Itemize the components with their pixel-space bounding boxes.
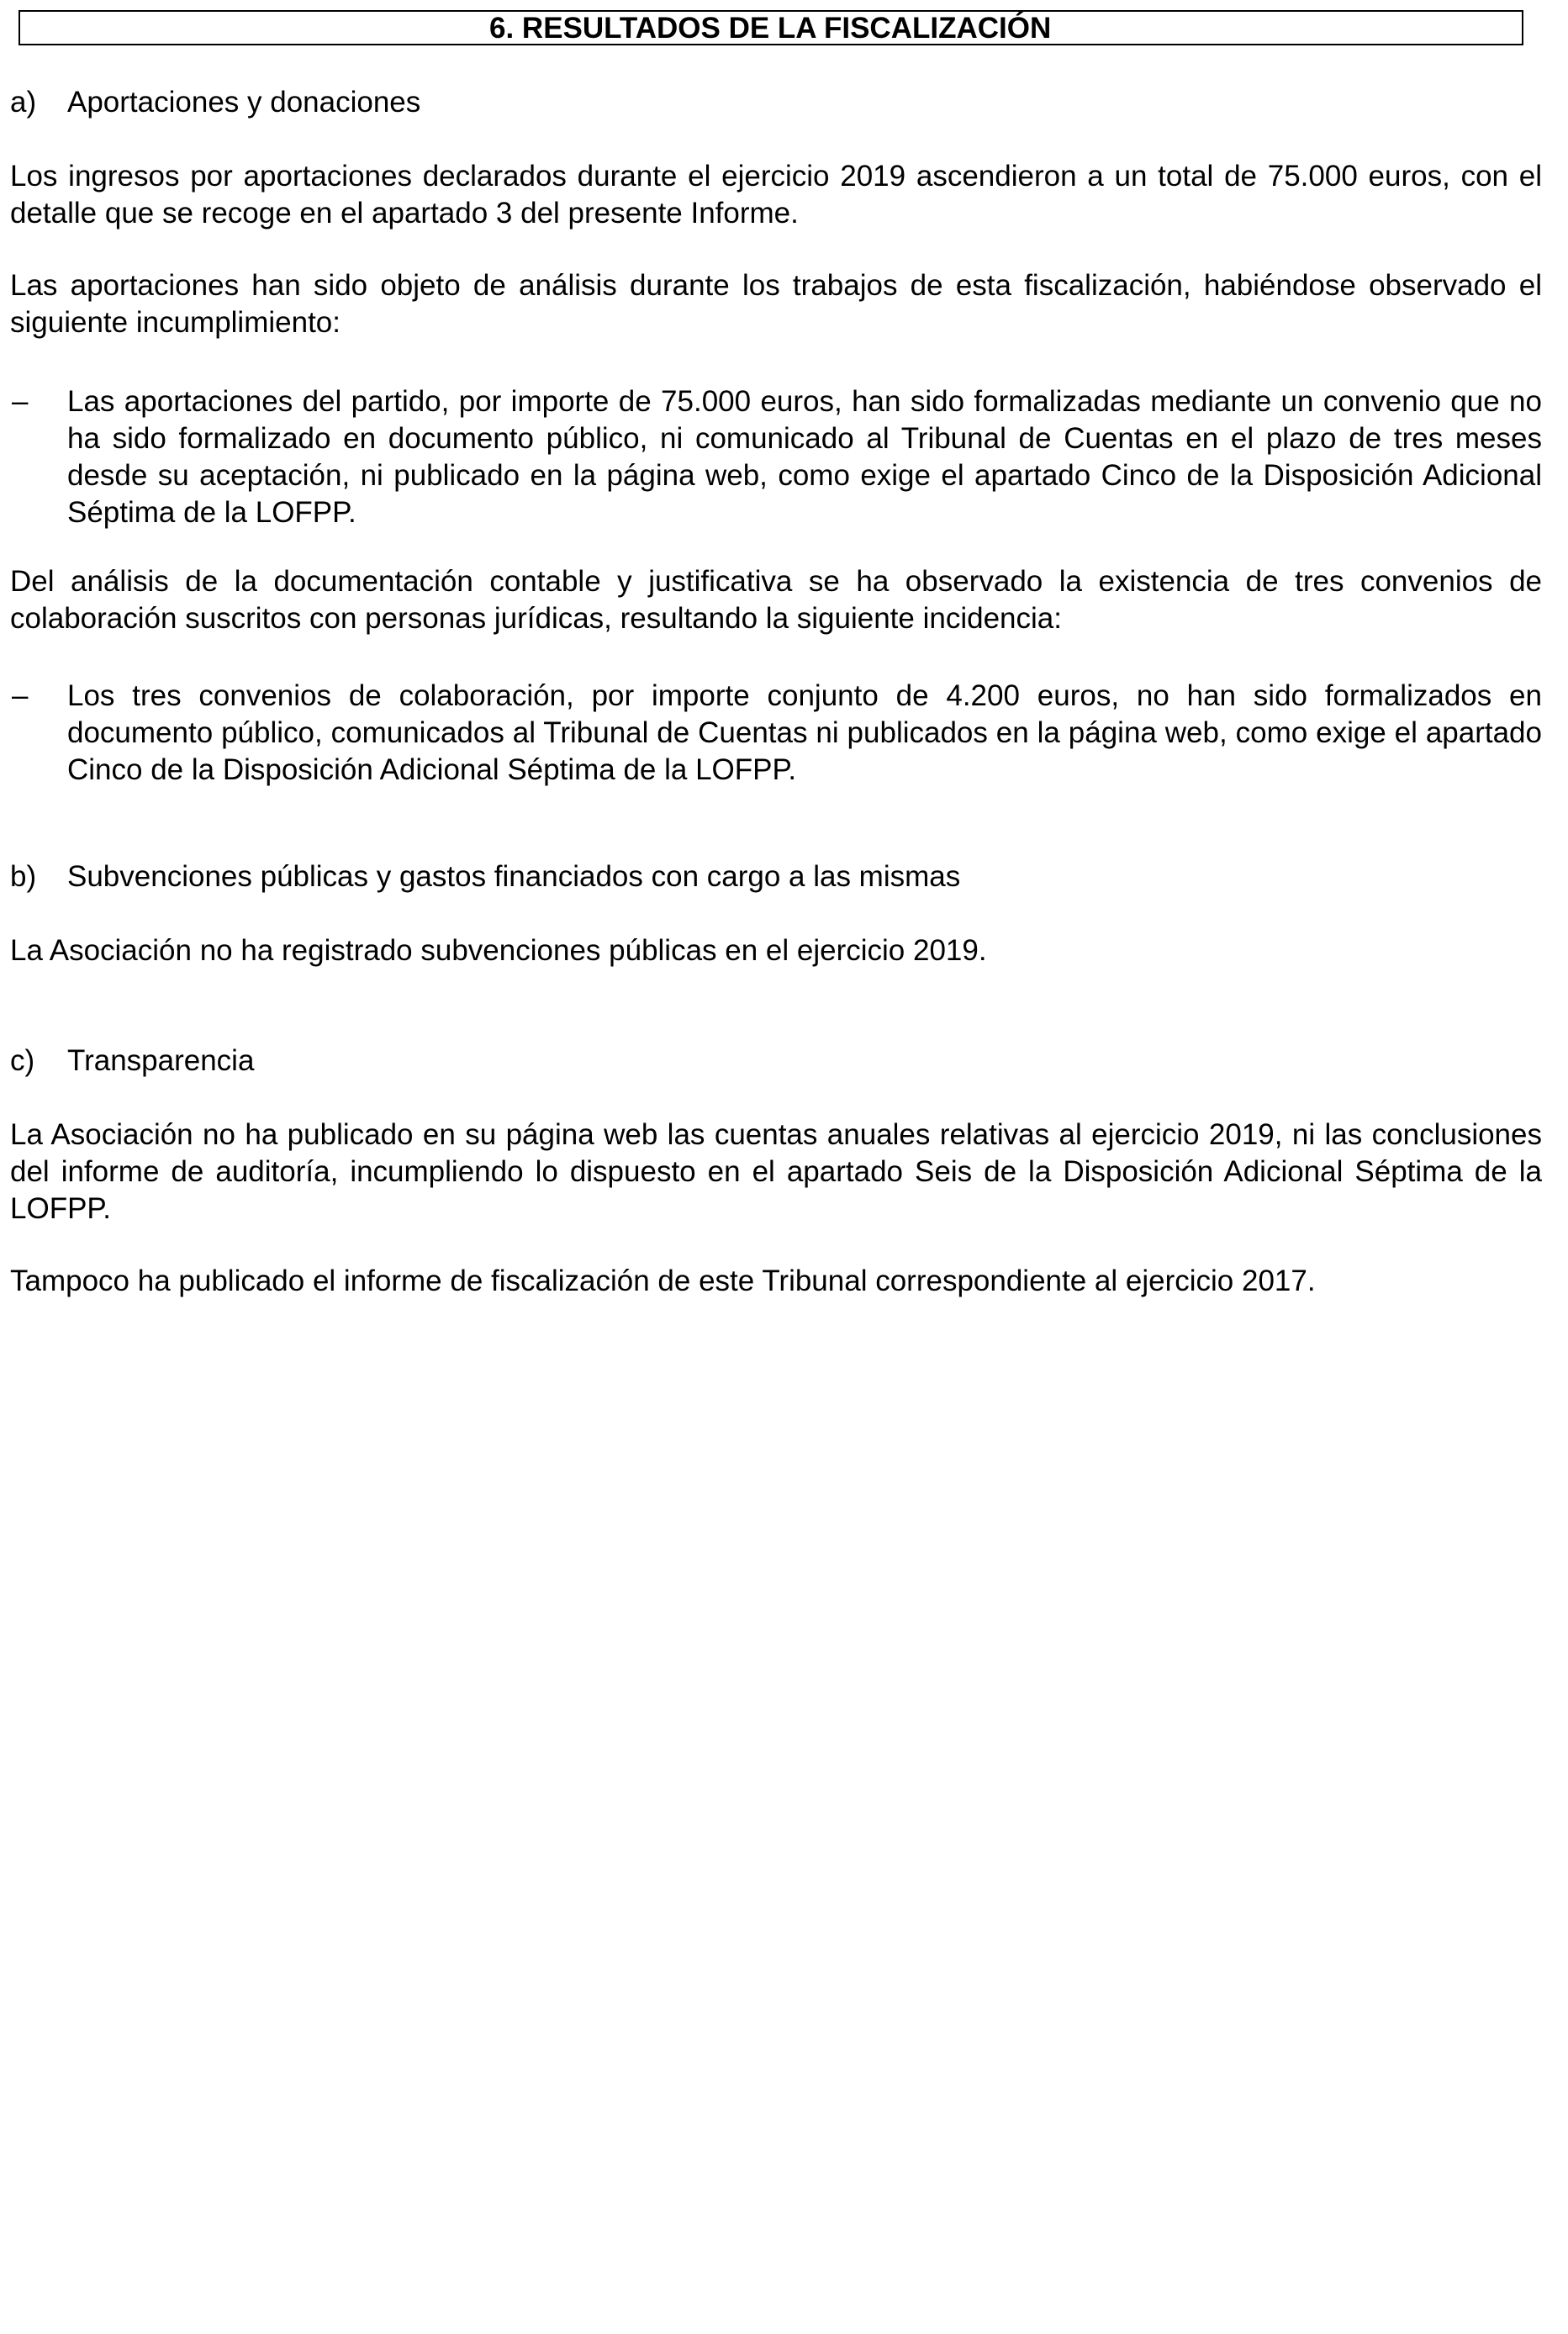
bullet-1-text: Las aportaciones del partido, por importe de 75.000 euros, han sido formalizadas mediante un convenio que no ha sido formalizado en documento público, ni comunicado al Tribunal de Cuentas en el plazo de tres meses desde su aceptación, ni publicado en la página web, como exige el apartado Cinco de la Disposición Adicional Séptima de la LOFPP. xyxy=(67,385,1542,529)
section-a-heading xyxy=(10,84,420,121)
section-a-title: Aportaciones y donaciones xyxy=(67,86,421,119)
section-a-bullet-2 xyxy=(10,678,1542,789)
section-c-paragraph-2: Tampoco ha publicado el informe de fiscalización de este Tribunal correspondiente al ejercicio 2017. xyxy=(10,1265,1316,1297)
section-c-heading xyxy=(10,1043,254,1080)
section-c-title: Transparencia xyxy=(67,1044,255,1077)
section-b-heading xyxy=(10,858,960,895)
section-title: 6. RESULTADOS DE LA FISCALIZACIÓN xyxy=(489,12,1052,45)
section-b-paragraph-1: La Asociación no ha registrado subvenciones públicas en el ejercicio 2019. xyxy=(10,934,987,967)
section-b-title: Subvenciones públicas y gastos financiados con cargo a las mismas xyxy=(67,860,961,893)
section-a-paragraph-3: Del análisis de la documentación contable y justificativa se ha observado la existencia de tres convenios de colaboración suscritos con personas jurídicas, resultando la siguiente incidencia: xyxy=(10,565,1542,635)
section-c-paragraph-1: La Asociación no ha publicado en su página web las cuentas anuales relativas al ejercicio 2019, ni las conclusiones del informe de auditoría, incumpliendo lo dispuesto en el apartado Seis de la Disposición Adicional Séptima de la LOFPP. xyxy=(10,1118,1542,1225)
section-a-paragraph-1: Los ingresos por aportaciones declarados durante el ejercicio 2019 ascendieron a un total de 75.000 euros, con el detalle que se recoge en el apartado 3 del presente Informe. xyxy=(10,160,1542,230)
section-a-letter: a) xyxy=(10,86,37,119)
bullet-dash-icon: – xyxy=(12,385,29,418)
section-c-letter: c) xyxy=(10,1044,35,1077)
section-b-letter: b) xyxy=(10,860,37,893)
section-a-bullet-1 xyxy=(10,383,1542,531)
bullet-2-text: Los tres convenios de colaboración, por importe conjunto de 4.200 euros, no han sido formalizados en documento público, comunicados al Tribunal de Cuentas ni publicados en la página web, como exige el apartado Cinco de la Disposición Adicional Séptima de la LOFPP. xyxy=(67,679,1542,786)
bullet-dash-icon: – xyxy=(12,679,29,712)
section-a-paragraph-2: Las aportaciones han sido objeto de análisis durante los trabajos de esta fiscalización, habiéndose observado el siguiente incumplimiento: xyxy=(10,269,1542,339)
section-header-box xyxy=(18,10,1523,45)
